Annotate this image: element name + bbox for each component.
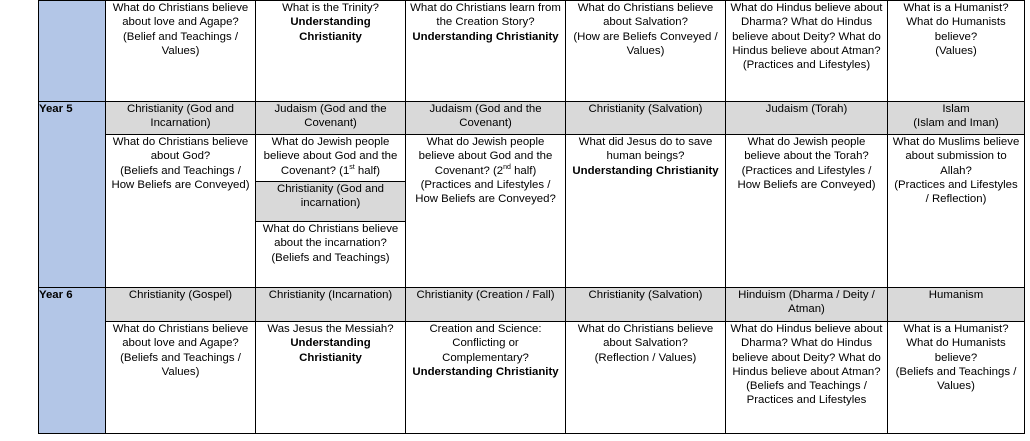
unit-heading-cell: Judaism (God and the Covenant) <box>256 102 406 135</box>
unit-question-cell: What do Jewish people believe about God and the Covenant? (2nd half) (Practices and Lifestyles / How Beliefs are Conveyed? <box>406 135 566 288</box>
year-label-cell <box>39 288 106 434</box>
unit-question-cell: What do Christians believe about love and Agape? (Belief and Teachings / Values) <box>106 1 256 102</box>
year-label: Year 6 <box>39 289 73 301</box>
unit-heading-cell: Christianity (Salvation) <box>566 102 726 135</box>
unit-heading-cell: Judaism (God and the Covenant) <box>406 102 566 135</box>
unit-question-cell: Was Jesus the Messiah? Understanding Christianity <box>256 322 406 434</box>
unit-question-cell: What do Christians believe about God? (Beliefs and Teachings / How Beliefs are Conveyed) <box>106 135 256 288</box>
unit-heading-cell: Hinduism (Dharma / Deity / Atman) <box>726 288 888 322</box>
unit-question: What do Jewish people believe about God and the Covenant? (1st half) <box>263 136 398 177</box>
unit-heading-cell: Humanism <box>888 288 1025 322</box>
unit-question-cell: What is a Humanist? What do Humanists believe? (Beliefs and Teachings / Values) <box>888 322 1025 434</box>
year-label: Year 5 <box>39 103 73 115</box>
unit-question-cell: What do Hindus believe about Dharma? What do Hindus believe about Deity? What do Hindus believe about Atman? (Beliefs and Teachings / Practices and Lifestyles <box>726 322 888 434</box>
table-row <box>39 1 1025 102</box>
unit-subheading: Christianity (God and incarnation) <box>256 181 405 222</box>
unit-question-cell: What do Christians learn from the Creation Story? Understanding Christianity <box>406 1 566 102</box>
table-row <box>39 288 1025 322</box>
unit-heading-cell: Judaism (Torah) <box>726 102 888 135</box>
unit-question-cell: What do Christians believe about Salvation? (How are Beliefs Conveyed / Values) <box>566 1 726 102</box>
unit-heading-cell: Christianity (Creation / Fall) <box>406 288 566 322</box>
unit-question-cell: What do Christians believe about love and Agape? (Beliefs and Teachings / Values) <box>106 322 256 434</box>
unit-question-cell: Creation and Science: Conflicting or Complementary? Understanding Christianity <box>406 322 566 434</box>
unit-question-cell: What do Muslims believe about submission to Allah? (Practices and Lifestyles / Reflection) <box>888 135 1025 288</box>
table-row <box>39 135 1025 288</box>
unit-heading-cell: Islam (Islam and Iman) <box>888 102 1025 135</box>
unit-heading-cell: Christianity (Gospel) <box>106 288 256 322</box>
unit-heading-cell: Christianity (Salvation) <box>566 288 726 322</box>
year-label-cell <box>39 102 106 288</box>
split-unit-cell <box>256 135 406 288</box>
table-row <box>39 322 1025 434</box>
unit-heading-cell: Christianity (Incarnation) <box>256 288 406 322</box>
curriculum-table <box>38 0 1025 434</box>
unit-question-cell: What did Jesus do to save human beings? Understanding Christianity <box>566 135 726 288</box>
unit-question-cell: What do Jewish people believe about the Torah? (Practices and Lifestyles / How Beliefs are Conveyed) <box>726 135 888 288</box>
unit-question-cell: What is a Humanist? What do Humanists believe? (Values) <box>888 1 1025 102</box>
unit-heading-cell: Christianity (God and Incarnation) <box>106 102 256 135</box>
year-label-cell <box>39 1 106 102</box>
table-row <box>39 102 1025 135</box>
unit-question-cell: What do Hindus believe about Dharma? What do Hindus believe about Deity? What do Hindus believe about Atman? (Practices and Lifestyles) <box>726 1 888 102</box>
unit-question-cell: What is the Trinity? Understanding Christianity <box>256 1 406 102</box>
unit-question-cell: What do Christians believe about Salvation? (Reflection / Values) <box>566 322 726 434</box>
unit-question: What do Christians believe about the incarnation? (Beliefs and Teachings) <box>262 223 399 264</box>
